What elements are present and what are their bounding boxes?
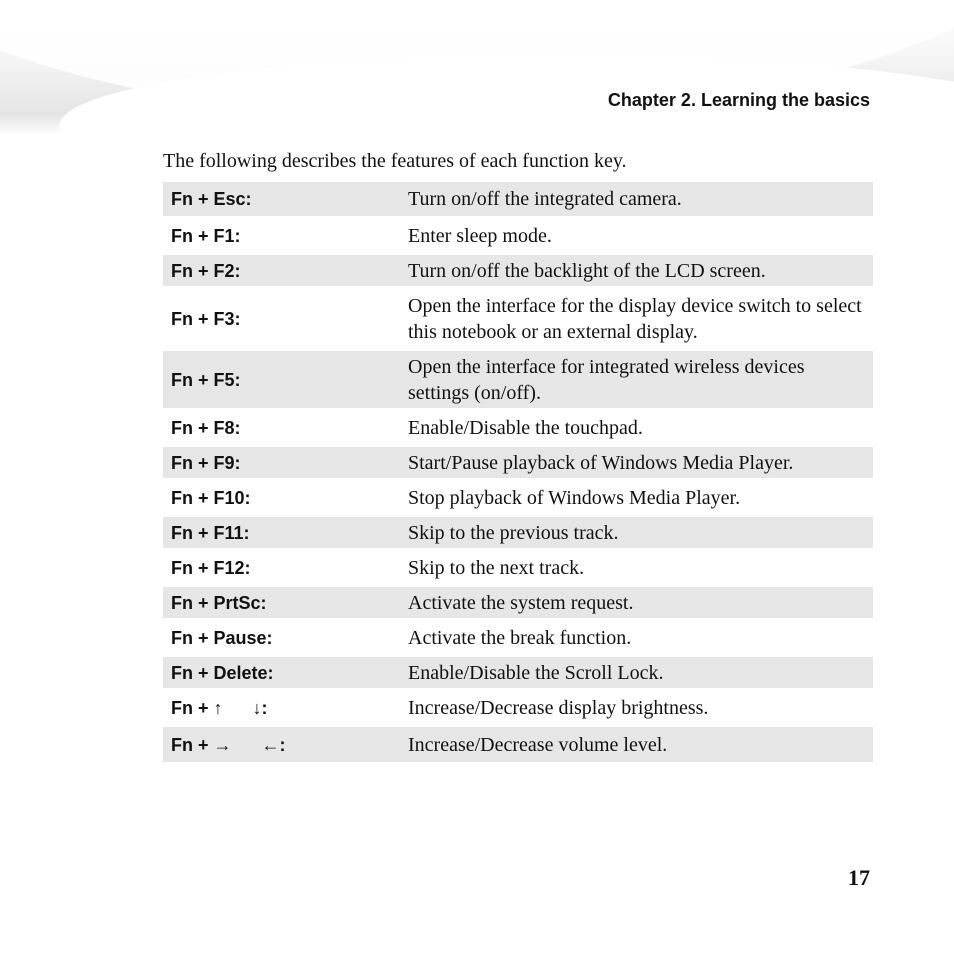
function-key-combo: Fn + PrtSc:	[163, 587, 408, 618]
function-key-row	[163, 482, 873, 513]
function-key-row	[163, 290, 873, 347]
function-key-combo: Fn + → ←:	[163, 727, 408, 762]
function-key-description: Enable/Disable the touchpad.	[408, 416, 643, 439]
function-key-description: Skip to the next track.	[408, 556, 585, 579]
chapter-title: Chapter 2. Learning the basics	[607, 90, 870, 110]
function-key-row	[163, 587, 873, 618]
function-key-combo: Fn + ↑ ↓:	[171, 697, 268, 718]
function-key-description: Activate the system request.	[408, 587, 873, 618]
intro-text: The following describes the features of each function key.	[163, 150, 627, 172]
function-key-description: Open the interface for integrated wireless devices settings (on/off).	[408, 351, 873, 408]
function-key-description: Increase/Decrease volume level.	[408, 727, 873, 762]
function-key-row	[163, 182, 873, 216]
function-key-combo: Fn + Pause:	[171, 627, 273, 648]
function-key-description: Skip to the previous track.	[408, 517, 873, 548]
function-key-combo: Fn + Delete:	[163, 657, 408, 688]
function-key-table	[163, 178, 873, 766]
function-key-description: Turn on/off the integrated camera.	[408, 182, 873, 216]
function-key-description: Start/Pause playback of Windows Media Player.	[408, 447, 873, 478]
function-key-row	[163, 657, 873, 688]
function-key-description: Open the interface for the display device switch to select this notebook or an external display.	[408, 294, 862, 343]
header-band	[0, 0, 954, 135]
function-key-combo: Fn + F10:	[171, 487, 251, 508]
function-key-combo: Fn + F3:	[171, 308, 241, 329]
function-key-description: Activate the break function.	[408, 626, 632, 649]
function-key-combo: Fn + F12:	[171, 557, 251, 578]
function-key-row	[163, 447, 873, 478]
function-key-combo: Fn + F11:	[163, 517, 408, 548]
function-key-table-body	[163, 182, 873, 762]
function-key-row	[163, 255, 873, 286]
function-key-row	[163, 692, 873, 723]
function-key-description: Enter sleep mode.	[408, 224, 552, 247]
function-key-description: Enable/Disable the Scroll Lock.	[408, 657, 873, 688]
function-key-row	[163, 552, 873, 583]
function-key-combo: Fn + F8:	[171, 417, 241, 438]
function-key-combo: Fn + F2:	[163, 255, 408, 286]
page-number: 17	[848, 865, 870, 890]
function-key-row	[163, 351, 873, 408]
function-key-row	[163, 622, 873, 653]
function-key-description: Stop playback of Windows Media Player.	[408, 486, 741, 509]
function-key-row	[163, 727, 873, 762]
function-key-combo: Fn + F9:	[163, 447, 408, 478]
function-key-row	[163, 220, 873, 251]
function-key-combo: Fn + Esc:	[163, 182, 408, 216]
function-key-description: Turn on/off the backlight of the LCD screen.	[408, 255, 873, 286]
function-key-description: Increase/Decrease display brightness.	[408, 696, 709, 719]
function-key-combo: Fn + F1:	[171, 225, 241, 246]
function-key-combo: Fn + F5:	[163, 351, 408, 408]
function-key-row	[163, 412, 873, 443]
function-key-row	[163, 517, 873, 548]
